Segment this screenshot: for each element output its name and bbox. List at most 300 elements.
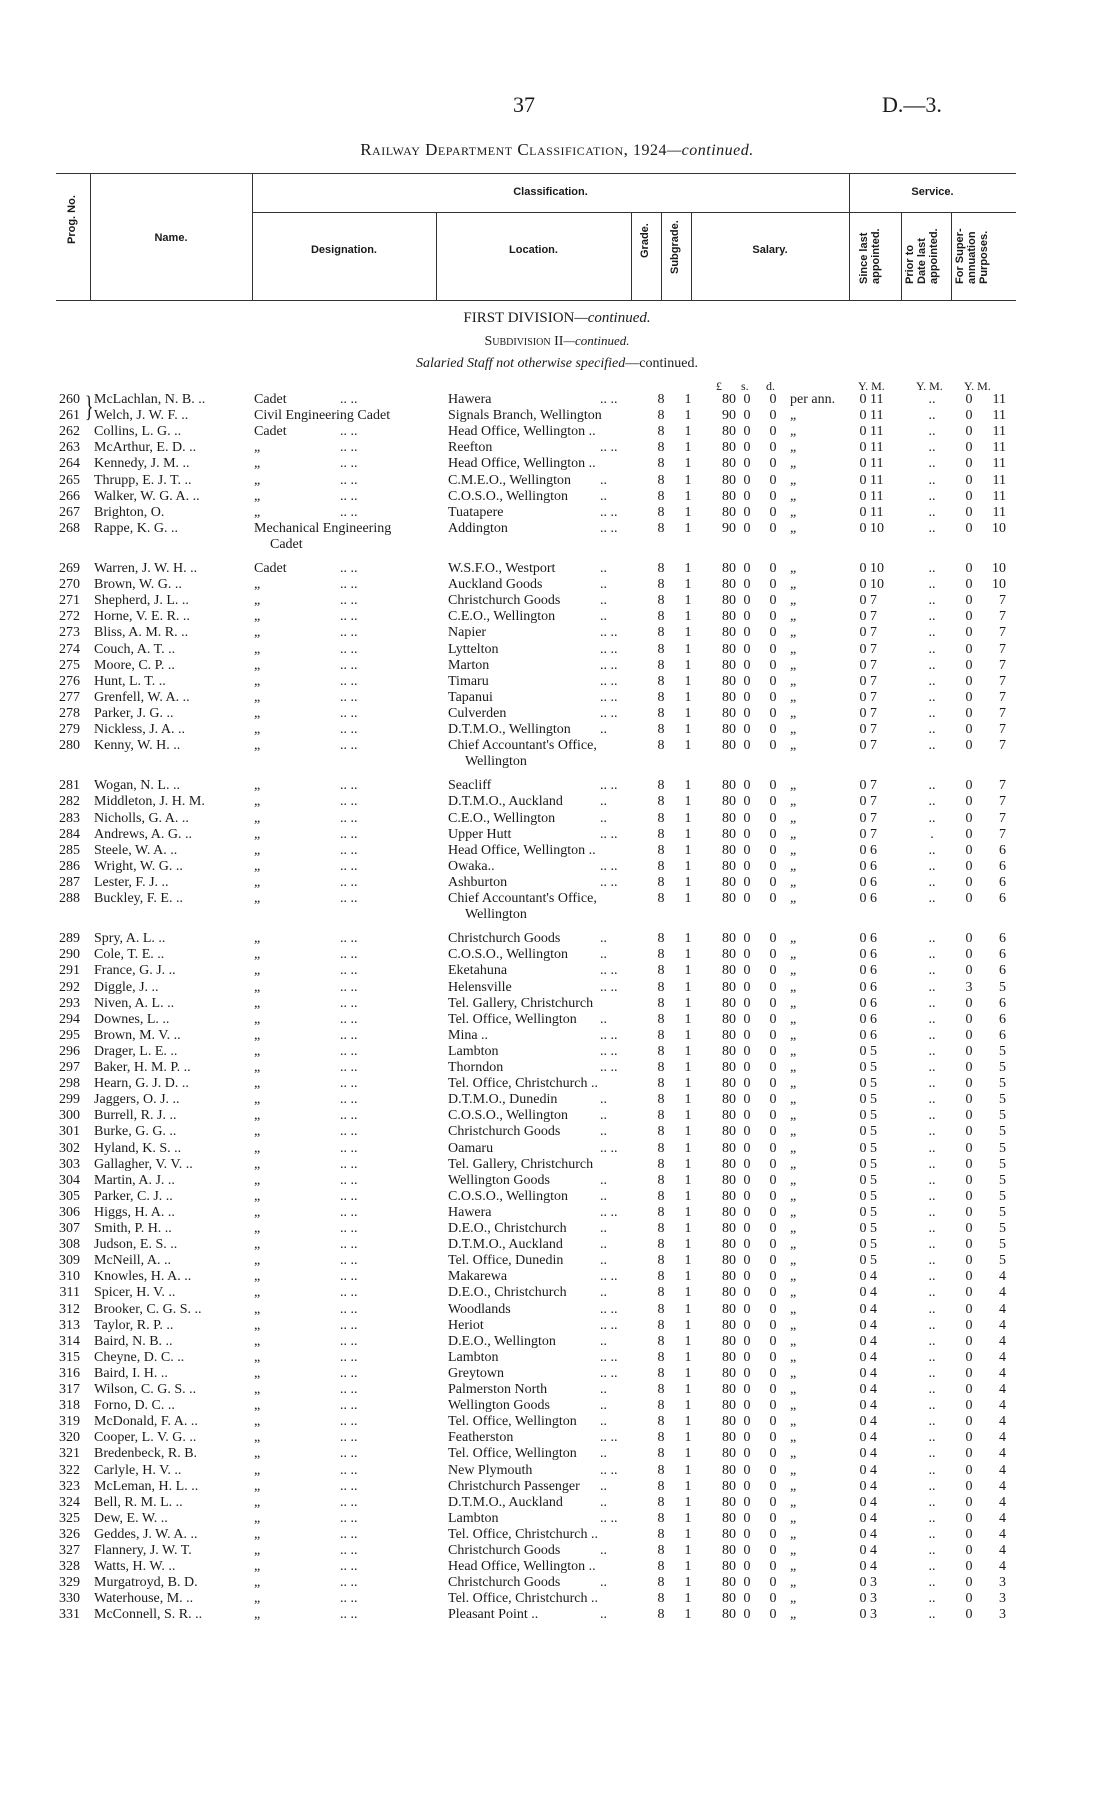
employee-name: Carlyle, H. V. ..: [94, 1462, 182, 1478]
since-months: 7: [870, 609, 877, 625]
salary-period: „: [790, 440, 797, 456]
prior-service: ..: [928, 1478, 936, 1494]
prog-no: 315: [59, 1349, 80, 1365]
designation: „: [254, 1398, 261, 1414]
prior-service: ..: [928, 1269, 936, 1285]
prior-service: ..: [928, 738, 936, 754]
prior-service: ..: [928, 456, 936, 472]
salary-shillings: 0: [743, 1430, 751, 1446]
super-years: 0: [965, 947, 973, 963]
designation: „: [254, 858, 261, 874]
designation: „: [254, 1591, 261, 1607]
employee-name: Flannery, J. W. T.: [94, 1543, 192, 1558]
grade: 8: [657, 1462, 665, 1478]
grade: 8: [657, 641, 665, 657]
salary-period: „: [790, 641, 797, 657]
salary-pounds: 80: [722, 1188, 736, 1204]
staff-title: Salaried Staff not otherwise specified: [416, 356, 626, 371]
salary-period: „: [790, 1156, 797, 1172]
employee-name: Forno, D. C. ..: [94, 1398, 175, 1414]
subgrade: 1: [684, 641, 692, 657]
location: Head Office, Wellington ..: [448, 842, 596, 858]
since-last-header: Since last appointed.: [858, 228, 882, 284]
prog-no: 328: [59, 1559, 80, 1575]
leader-dots: .. ..: [340, 1398, 358, 1414]
staff-continued: —continued.: [625, 356, 698, 371]
since-years: 0: [859, 1204, 867, 1220]
super-years: 0: [965, 577, 973, 593]
designation: „: [254, 1446, 261, 1462]
super-years: 0: [965, 891, 973, 906]
prior-service: ..: [928, 794, 936, 810]
leader-dots: .. ..: [340, 705, 358, 721]
prior-service: ..: [928, 625, 936, 641]
since-months: 4: [870, 1301, 877, 1317]
leader-dots: .. ..: [600, 874, 618, 890]
since-years: 0: [859, 1317, 867, 1333]
since-months: 10: [870, 520, 884, 536]
location: Auckland Goods: [448, 577, 543, 593]
since-months: 5: [870, 1204, 877, 1220]
leader-dots: .. ..: [340, 1462, 358, 1478]
leader-dots: ..: [600, 609, 607, 625]
subgrade: 1: [684, 874, 692, 890]
subgrade: 1: [684, 577, 692, 593]
grade: 8: [657, 472, 665, 488]
since-months: 11: [870, 424, 884, 440]
employee-name: Baird, I. H. ..: [94, 1365, 168, 1381]
employee-name: Bliss, A. M. R. ..: [94, 625, 189, 641]
salary-shillings: 0: [743, 472, 751, 488]
salary-period: „: [790, 1526, 797, 1542]
since-years: 0: [859, 1430, 867, 1446]
division-heading: [0, 310, 1114, 327]
subgrade: 1: [684, 1124, 692, 1140]
employee-name: Wilson, C. G. S. ..: [94, 1382, 197, 1397]
subgrade: 1: [684, 1382, 692, 1397]
prog-no: 323: [59, 1478, 80, 1494]
employee-name: Higgs, H. A. ..: [94, 1204, 175, 1220]
leader-dots: .. ..: [340, 891, 358, 906]
employee-name: Wogan, N. L. ..: [94, 778, 180, 794]
since-years: 0: [859, 963, 867, 979]
classification-header: Classification.: [513, 186, 588, 198]
prior-service: ..: [928, 1543, 936, 1558]
since-years: 0: [859, 979, 867, 995]
salary-pence: 0: [769, 593, 777, 609]
location: Christchurch Goods: [448, 1575, 561, 1591]
service-header: Service.: [911, 186, 954, 198]
since-years: 0: [859, 504, 867, 520]
super-years: 0: [965, 1446, 973, 1462]
since-months: 4: [870, 1543, 877, 1558]
salary-period: „: [790, 947, 797, 963]
subgrade: 1: [684, 1398, 692, 1414]
employee-name: Hyland, K. S. ..: [94, 1140, 182, 1156]
since-years: 0: [859, 1462, 867, 1478]
subgrade: 1: [684, 1462, 692, 1478]
salary-period: „: [790, 472, 797, 488]
super-months: 4: [999, 1285, 1006, 1301]
leader-dots: .. ..: [340, 1494, 358, 1510]
salary-pounds: 80: [722, 488, 736, 504]
salary-shillings: 0: [743, 1076, 751, 1092]
leader-dots: .. ..: [340, 625, 358, 641]
subdivision-heading: [0, 333, 1114, 350]
salary-pence: 0: [769, 1060, 777, 1075]
prog-no: 288: [59, 891, 80, 906]
salary-pounds: 80: [722, 625, 736, 641]
super-months: 11: [992, 504, 1006, 520]
salary-pounds: 80: [722, 874, 736, 890]
super-years: 0: [965, 1188, 973, 1204]
salary-shillings: 0: [743, 1043, 751, 1059]
leader-dots: .. ..: [600, 705, 618, 721]
subgrade: 1: [684, 1526, 692, 1542]
salary-pence: 0: [769, 1430, 777, 1446]
designation: „: [254, 1494, 261, 1510]
salary-pence: 0: [769, 995, 777, 1011]
designation: „: [254, 810, 261, 826]
prog-no: 267: [59, 504, 80, 520]
subgrade: 1: [684, 1607, 692, 1623]
salary-pounds: 80: [722, 1076, 736, 1092]
prog-no: 326: [59, 1526, 80, 1542]
grade: 8: [657, 1333, 665, 1349]
leader-dots: .. ..: [340, 858, 358, 874]
leader-dots: .. ..: [340, 641, 358, 657]
salary-pounds: 80: [722, 1462, 736, 1478]
leader-dots: .. ..: [600, 440, 618, 456]
prior-service: ..: [928, 963, 936, 979]
salary-period: „: [790, 609, 797, 625]
since-years: 0: [859, 858, 867, 874]
prior-service: ..: [928, 874, 936, 890]
since-months: 4: [870, 1494, 877, 1510]
super-years: 0: [965, 1221, 973, 1236]
employee-name: Hunt, L. T. ..: [94, 673, 166, 689]
salary-period: „: [790, 1559, 797, 1575]
prog-no: 307: [59, 1221, 80, 1236]
since-years: 0: [859, 1140, 867, 1156]
salary-pounds: 80: [722, 593, 736, 609]
prior-service: ..: [928, 1011, 936, 1027]
grade: 8: [657, 858, 665, 874]
location: Christchurch Goods: [448, 931, 561, 947]
grade: 8: [657, 1526, 665, 1542]
salary-pence: 0: [769, 456, 777, 472]
salary-shillings: 0: [743, 1543, 751, 1558]
employee-name: McNeill, A. ..: [94, 1253, 171, 1269]
salary-pence: 0: [769, 392, 777, 407]
location: Eketahuna: [448, 963, 508, 979]
grade: 8: [657, 794, 665, 810]
super-years: 0: [965, 641, 973, 657]
designation: „: [254, 738, 261, 754]
prog-no: 281: [59, 778, 80, 794]
prog-no: 282: [59, 794, 80, 810]
designation: „: [254, 577, 261, 593]
prog-no: 316: [59, 1365, 80, 1381]
since-years: 0: [859, 1333, 867, 1349]
leader-dots: .. ..: [340, 979, 358, 995]
salary-pence: 0: [769, 1494, 777, 1510]
salary-period: „: [790, 1172, 797, 1188]
employee-name: Welch, J. W. F. ..: [94, 408, 189, 424]
employee-name: Spry, A. L. ..: [94, 931, 166, 947]
salary-pounds: 80: [722, 1591, 736, 1607]
location: Christchurch Passenger: [448, 1478, 580, 1494]
salary-shillings: 0: [743, 1092, 751, 1108]
salary-pounds: 80: [722, 1237, 736, 1253]
prog-no: 331: [59, 1607, 80, 1623]
prior-service: ..: [928, 1510, 936, 1526]
grade: 8: [657, 1591, 665, 1607]
leader-dots: .. ..: [600, 1430, 618, 1446]
prior-service: ..: [928, 1204, 936, 1220]
super-months: 7: [999, 593, 1006, 609]
super-months: 3: [999, 1607, 1006, 1623]
since-months: 7: [870, 673, 877, 689]
salary-pounds: 80: [722, 826, 736, 842]
designation: „: [254, 1269, 261, 1285]
designation: „: [254, 1382, 261, 1397]
super-years: 0: [965, 738, 973, 754]
leader-dots: ..: [600, 577, 607, 593]
since-years: 0: [859, 577, 867, 593]
super-months: 4: [999, 1382, 1006, 1397]
super-years: 0: [965, 1543, 973, 1558]
leader-dots: .. ..: [340, 561, 358, 576]
leader-dots: .. ..: [340, 1011, 358, 1027]
super-years: 0: [965, 673, 973, 689]
grade: 8: [657, 1398, 665, 1414]
super-years: 0: [965, 1108, 973, 1124]
grade: 8: [657, 1060, 665, 1075]
designation: „: [254, 979, 261, 995]
prior-service: ..: [928, 1349, 936, 1365]
leader-dots: ..: [600, 1237, 607, 1253]
leader-dots: .. ..: [340, 1301, 358, 1317]
super-months: 3: [999, 1591, 1006, 1607]
subgrade: 1: [684, 488, 692, 504]
leader-dots: .. ..: [600, 778, 618, 794]
since-months: 4: [870, 1430, 877, 1446]
salary-pounds: 80: [722, 705, 736, 721]
subgrade: 1: [684, 1543, 692, 1558]
salary-pence: 0: [769, 810, 777, 826]
salary-pounds: 80: [722, 1253, 736, 1269]
salary-pounds: 80: [722, 609, 736, 625]
super-months: 7: [999, 738, 1006, 754]
salary-period: „: [790, 722, 797, 737]
designation: „: [254, 963, 261, 979]
prog-no: 293: [59, 995, 80, 1011]
salary-shillings: 0: [743, 891, 751, 906]
location: Signals Branch, Wellington: [448, 408, 602, 424]
leader-dots: .. ..: [340, 1092, 358, 1108]
leader-dots: .. ..: [600, 1060, 618, 1075]
super-months: 10: [992, 577, 1006, 593]
designation: „: [254, 1108, 261, 1124]
since-months: 4: [870, 1333, 877, 1349]
grade: 8: [657, 1092, 665, 1108]
prior-service: ..: [928, 1301, 936, 1317]
grade: 8: [657, 488, 665, 504]
salary-pounds: 80: [722, 1043, 736, 1059]
super-years: 0: [965, 1349, 973, 1365]
staff-heading: [0, 356, 1114, 372]
subgrade: 1: [684, 738, 692, 754]
leader-dots: .. ..: [600, 963, 618, 979]
prog-no: 302: [59, 1140, 80, 1156]
super-months: 4: [999, 1301, 1006, 1317]
salary-pounds: 80: [722, 1349, 736, 1365]
leader-dots: .. ..: [600, 657, 618, 673]
designation: „: [254, 1526, 261, 1542]
grade-header: Grade.: [639, 223, 651, 258]
super-years: 0: [965, 1430, 973, 1446]
prior-service: ..: [928, 1575, 936, 1591]
prog-no: 276: [59, 673, 80, 689]
prog-no: 296: [59, 1043, 80, 1059]
subgrade: 1: [684, 1172, 692, 1188]
salary-pence: 0: [769, 947, 777, 963]
employee-name: Nickless, J. A. ..: [94, 722, 185, 737]
grade: 8: [657, 1188, 665, 1204]
prog-no: 283: [59, 810, 80, 826]
since-months: 4: [870, 1398, 877, 1414]
salary-period: „: [790, 1349, 797, 1365]
salary-pounds: 80: [722, 947, 736, 963]
salary-pence: 0: [769, 1221, 777, 1236]
salary-pence: 0: [769, 1237, 777, 1253]
designation: „: [254, 504, 261, 520]
since-months: 11: [870, 408, 884, 424]
since-years: 0: [859, 1043, 867, 1059]
salary-shillings: 0: [743, 641, 751, 657]
salary-pounds: 80: [722, 504, 736, 520]
since-months: 4: [870, 1365, 877, 1381]
subgrade: 1: [684, 1156, 692, 1172]
since-months: 10: [870, 561, 884, 576]
location: C.O.S.O., Wellington: [448, 1108, 568, 1124]
since-years: 0: [859, 1108, 867, 1124]
since-months: 5: [870, 1140, 877, 1156]
leader-dots: .. ..: [340, 1607, 358, 1623]
grade: 8: [657, 392, 665, 407]
salary-shillings: 0: [743, 504, 751, 520]
super-years: 0: [965, 1253, 973, 1269]
leader-dots: ..: [600, 1253, 607, 1269]
designation: Cadet: [254, 561, 287, 576]
grade: 8: [657, 963, 665, 979]
division-continued: —continued.: [574, 310, 651, 326]
salary-period: „: [790, 1011, 797, 1027]
salary-period: „: [790, 1060, 797, 1075]
super-months: 4: [999, 1462, 1006, 1478]
location: D.E.O., Wellington: [448, 1333, 556, 1349]
super-years: 0: [965, 609, 973, 625]
salary-pence: 0: [769, 842, 777, 858]
employee-name: Geddes, J. W. A. ..: [94, 1526, 198, 1542]
salary-shillings: 0: [743, 1607, 751, 1623]
grade: 8: [657, 689, 665, 705]
super-months: 6: [999, 842, 1006, 858]
employee-name: Warren, J. W. H. ..: [94, 561, 198, 576]
since-years: 0: [859, 1446, 867, 1462]
super-years: 0: [965, 1140, 973, 1156]
since-years: 0: [859, 947, 867, 963]
salary-period: „: [790, 1188, 797, 1204]
super-years: 0: [965, 842, 973, 858]
prior-service: ..: [928, 1124, 936, 1140]
super-unit: Y. M.: [964, 379, 991, 393]
location: Tel. Gallery, Christchurch: [448, 995, 594, 1011]
prior-service: ..: [928, 1607, 936, 1623]
subgrade: 1: [684, 1076, 692, 1092]
grade: 8: [657, 625, 665, 641]
since-months: 7: [870, 641, 877, 657]
salary-shillings: 0: [743, 947, 751, 963]
location: Tapanui: [448, 689, 493, 705]
salary-shillings: 0: [743, 1253, 751, 1269]
location: Tel. Office, Christchurch ..: [448, 1591, 598, 1607]
salary-pounds: 80: [722, 931, 736, 947]
prior-service: ..: [928, 979, 936, 995]
super-months: 4: [999, 1398, 1006, 1414]
location: Wellington Goods: [448, 1398, 550, 1414]
employee-name: Parker, C. J. ..: [94, 1188, 173, 1204]
grade: 8: [657, 1317, 665, 1333]
employee-name: Middleton, J. H. M.: [94, 794, 205, 810]
leader-dots: .. ..: [600, 689, 618, 705]
location: Tel. Office, Wellington: [448, 1011, 577, 1027]
salary-pounds: 80: [722, 1027, 736, 1043]
grade: 8: [657, 1140, 665, 1156]
designation: „: [254, 1011, 261, 1027]
leader-dots: ..: [600, 593, 607, 609]
since-years: 0: [859, 408, 867, 424]
designation: „: [254, 1478, 261, 1494]
leader-dots: .. ..: [340, 1188, 358, 1204]
salary-period: „: [790, 1430, 797, 1446]
super-months: 5: [999, 1124, 1006, 1140]
since-years: 0: [859, 842, 867, 858]
salary-period: „: [790, 1204, 797, 1220]
subgrade: 1: [684, 1333, 692, 1349]
since-years: 0: [859, 673, 867, 689]
prog-no: 313: [59, 1317, 80, 1333]
since-months: 4: [870, 1446, 877, 1462]
since-months: 7: [870, 722, 877, 737]
since-years: 0: [859, 1478, 867, 1494]
salary-pounds: 80: [722, 689, 736, 705]
super-months: 6: [999, 931, 1006, 947]
location: Seacliff: [448, 778, 492, 794]
salary-shillings: 0: [743, 705, 751, 721]
salary-period: „: [790, 1237, 797, 1253]
salary-pence: 0: [769, 826, 777, 842]
salary-pence: 0: [769, 408, 777, 424]
salary-pounds: 80: [722, 1156, 736, 1172]
salary-shillings: 0: [743, 858, 751, 874]
since-years: 0: [859, 705, 867, 721]
location: Napier: [448, 625, 487, 641]
subgrade: 1: [684, 1559, 692, 1575]
employee-name: Knowles, H. A. ..: [94, 1269, 192, 1285]
since-years: 0: [859, 561, 867, 576]
